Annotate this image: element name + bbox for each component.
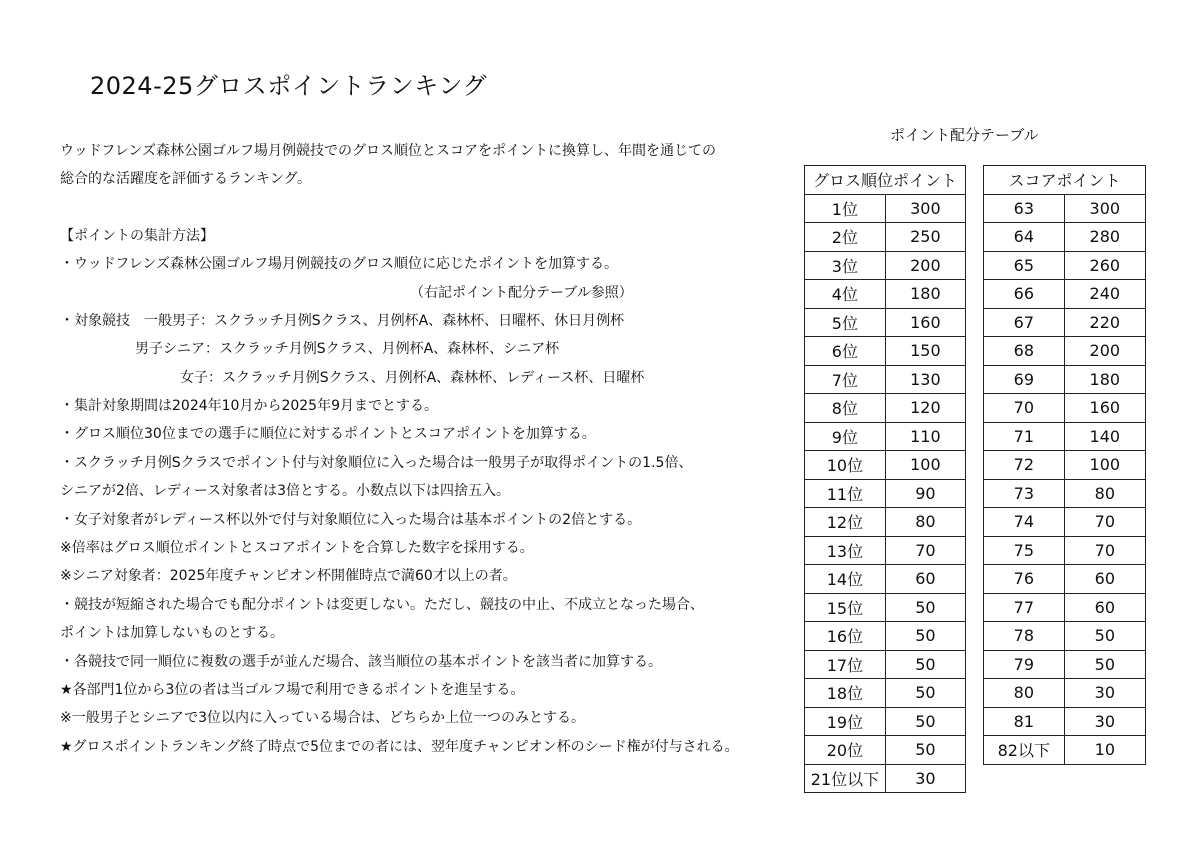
points-cell: 130 [885,365,965,394]
points-cell: 250 [885,223,965,252]
points-cell: 10 [1064,736,1145,765]
rule-line: ・集計対象期間は2024年10月から2025年9月までとする。 [60,398,438,414]
rank-cell: 13位 [805,536,886,565]
rank-cell: 3位 [805,251,886,280]
table-row [805,280,966,309]
rank-cell: 2位 [805,223,886,252]
rule-line: ※シニア対象者：2025年度チャンピオン杯開催時点で満60才以上の者。 [60,568,517,584]
score-cell: 72 [984,451,1065,480]
points-cell: 100 [1064,451,1145,480]
table-row [805,764,966,793]
points-cell: 50 [885,593,965,622]
points-cell: 200 [885,251,965,280]
points-cell: 180 [885,280,965,309]
table-row [805,365,966,394]
score-cell: 78 [984,622,1065,651]
rank-cell: 20位 [805,736,886,765]
points-cell: 160 [885,308,965,337]
points-cell: 110 [885,422,965,451]
points-cell: 240 [1064,280,1145,309]
rule-line: ・スクラッチ月例Sクラスでポイント付与対象順位に入った場合は一般男子が取得ポイントの1.5倍、 [60,455,693,471]
table-row [984,479,1146,508]
table-row [984,365,1146,394]
rule-line: ・ウッドフレンズ森林公園ゴルフ場月例競技のグロス順位に応じたポイントを加算する。 [60,256,618,272]
table-row [984,394,1146,423]
rank-cell: 11位 [805,479,886,508]
points-cell: 300 [1064,194,1145,223]
points-cell: 200 [1064,337,1145,366]
rule-line: ・競技が短縮された場合でも配分ポイントは変更しない。ただし、競技の中止、不成立となった場合、 [60,597,704,613]
table-row [805,223,966,252]
score-cell: 77 [984,593,1065,622]
table-row [984,707,1146,736]
table-row [984,536,1146,565]
rule-line: ・女子対象者がレディース杯以外で付与対象順位に入った場合は基本ポイントの2倍とする。 [60,512,642,528]
table-row [984,280,1146,309]
rule-line: （右記ポイント配分テーブル参照） [410,285,633,301]
rank-cell: 17位 [805,650,886,679]
rank-cell: 16位 [805,622,886,651]
table-row [984,736,1146,765]
table-row [805,650,966,679]
table-row [984,451,1146,480]
points-cell: 50 [885,622,965,651]
table-row [984,194,1146,223]
rank-cell: 21位以下 [805,764,886,793]
table-header-row [984,166,1146,195]
points-cell: 80 [1064,479,1145,508]
points-cell: 30 [1064,679,1145,708]
points-cell: 50 [885,679,965,708]
description-line: 総合的な活躍度を評価するランキング。 [60,171,312,187]
rank-cell: 18位 [805,679,886,708]
score-cell: 82以下 [984,736,1065,765]
points-cell: 220 [1064,308,1145,337]
description-line: ウッドフレンズ森林公園ゴルフ場月例競技でのグロス順位とスコアをポイントに換算し、年間を通じての [60,143,716,159]
table-row [984,565,1146,594]
score-table-header: スコアポイント [984,166,1146,195]
score-cell: 74 [984,508,1065,537]
page-title: 2024-25グロスポイントランキング [90,72,488,100]
rank-cell: 15位 [805,593,886,622]
rank-cell: 1位 [805,194,886,223]
score-cell: 67 [984,308,1065,337]
table-row [805,736,966,765]
points-cell: 50 [885,650,965,679]
rules-heading: 【ポイントの集計方法】 [60,228,214,244]
rule-line: シニアが2倍、レディース対象者は3倍とする。小数点以下は四捨五入。 [60,483,510,499]
rank-cell: 6位 [805,337,886,366]
points-cell: 180 [1064,365,1145,394]
score-cell: 79 [984,650,1065,679]
points-cell: 160 [1064,394,1145,423]
score-cell: 65 [984,251,1065,280]
score-cell: 66 [984,280,1065,309]
rank-cell: 10位 [805,451,886,480]
points-cell: 30 [1064,707,1145,736]
points-cell: 150 [885,337,965,366]
rule-line: ・対象競技 一般男子：スクラッチ月例Sクラス、月例杯A、森林杯、日曜杯、休日月例杯 [60,313,625,329]
rule-line: ★各部門1位から3位の者は当ゴルフ場で利用できるポイントを進呈する。 [60,682,525,698]
gross-points-table [804,165,966,793]
table-header-row [805,166,966,195]
table-row [805,536,966,565]
rank-cell: 12位 [805,508,886,537]
points-cell: 140 [1064,422,1145,451]
table-row [805,451,966,480]
points-cell: 30 [885,764,965,793]
score-cell: 80 [984,679,1065,708]
rank-cell: 14位 [805,565,886,594]
gross-table-header: グロス順位ポイント [805,166,966,195]
points-cell: 120 [885,394,965,423]
table-row [984,622,1146,651]
table-row [805,422,966,451]
table-row [984,593,1146,622]
points-cell: 90 [885,479,965,508]
table-row [984,223,1146,252]
points-cell: 60 [1064,565,1145,594]
table-row [984,251,1146,280]
rule-line: ※倍率はグロス順位ポイントとスコアポイントを合算した数字を採用する。 [60,540,534,556]
rank-cell: 19位 [805,707,886,736]
table-row [805,479,966,508]
table-row [805,565,966,594]
table-row [805,308,966,337]
table-row [984,650,1146,679]
rank-cell: 5位 [805,308,886,337]
points-cell: 70 [1064,508,1145,537]
table-row [984,508,1146,537]
rule-line: 男子シニア：スクラッチ月例Sクラス、月例杯A、森林杯、シニア杯 [135,341,560,357]
points-cell: 300 [885,194,965,223]
table-row [984,679,1146,708]
rank-cell: 8位 [805,394,886,423]
table-row [805,251,966,280]
score-cell: 75 [984,536,1065,565]
table-title: ポイント配分テーブル [890,126,1039,144]
points-cell: 80 [885,508,965,537]
rule-line: ※一般男子とシニアで3位以内に入っている場合は、どちらか上位一つのみとする。 [60,710,586,726]
rank-cell: 4位 [805,280,886,309]
score-cell: 81 [984,707,1065,736]
table-row [805,707,966,736]
rule-line: 女子：スクラッチ月例Sクラス、月例杯A、森林杯、レディース杯、日曜杯 [180,370,645,386]
table-row [805,194,966,223]
points-cell: 280 [1064,223,1145,252]
points-cell: 50 [885,736,965,765]
table-row [805,622,966,651]
table-row [805,508,966,537]
points-cell: 260 [1064,251,1145,280]
points-cell: 60 [1064,593,1145,622]
score-cell: 71 [984,422,1065,451]
score-cell: 70 [984,394,1065,423]
rule-line: ★グロスポイントランキング終了時点で5位までの者には、翌年度チャンピオン杯のシード権が付与される。 [60,739,739,755]
score-cell: 76 [984,565,1065,594]
score-cell: 63 [984,194,1065,223]
table-row [984,337,1146,366]
points-cell: 100 [885,451,965,480]
points-cell: 50 [1064,650,1145,679]
table-row [805,394,966,423]
score-cell: 69 [984,365,1065,394]
rule-line: ・グロス順位30位までの選手に順位に対するポイントとスコアポイントを加算する。 [60,426,596,442]
score-cell: 68 [984,337,1065,366]
rule-line: ポイントは加算しないものとする。 [60,625,284,641]
points-cell: 70 [1064,536,1145,565]
score-cell: 64 [984,223,1065,252]
table-row [805,337,966,366]
table-row [984,308,1146,337]
points-cell: 50 [1064,622,1145,651]
score-points-table [983,165,1146,765]
points-cell: 60 [885,565,965,594]
table-row [984,422,1146,451]
table-row [805,679,966,708]
points-cell: 50 [885,707,965,736]
table-row [805,593,966,622]
rank-cell: 7位 [805,365,886,394]
score-cell: 73 [984,479,1065,508]
rank-cell: 9位 [805,422,886,451]
points-cell: 70 [885,536,965,565]
rule-line: ・各競技で同一順位に複数の選手が並んだ場合、該当順位の基本ポイントを該当者に加算する。 [60,654,662,670]
